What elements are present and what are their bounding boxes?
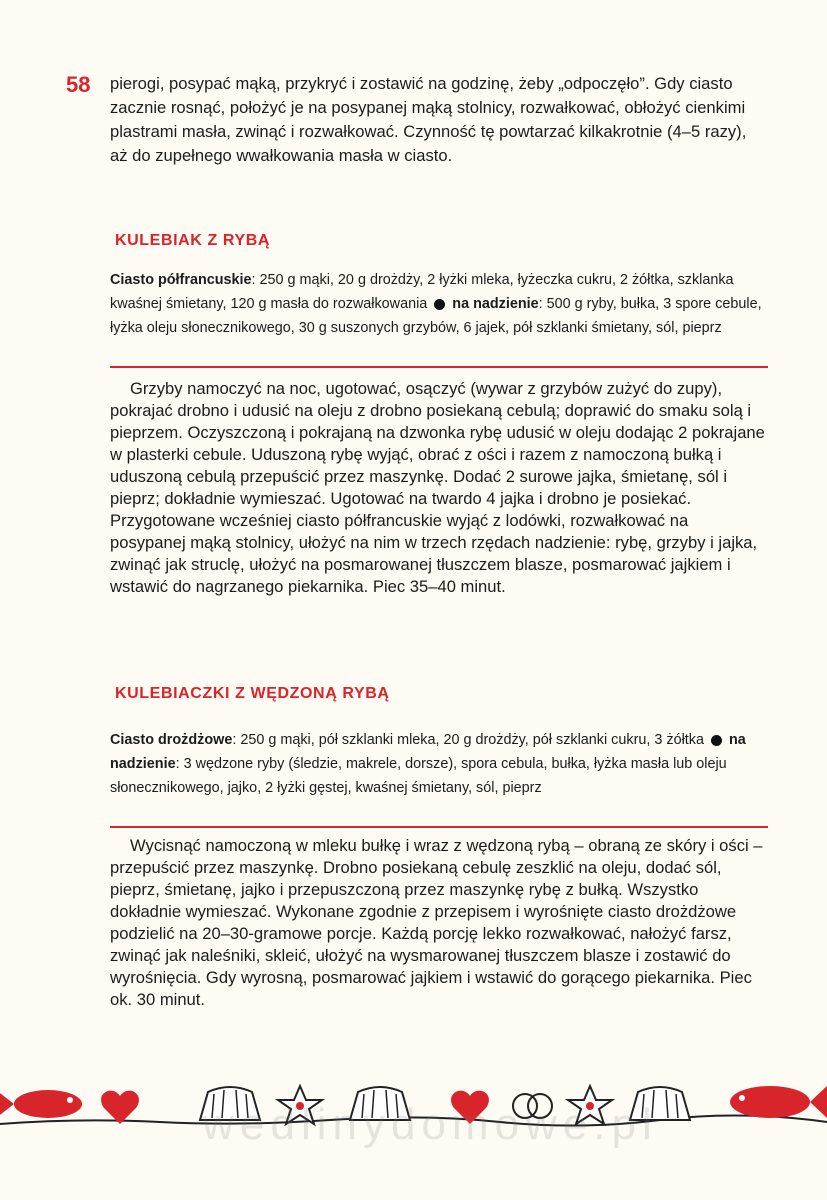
dough-label: Ciasto półfrancuskie: [110, 272, 252, 288]
filling-label: na nadzienie: [452, 296, 539, 312]
filling-ingredients: : 500 g ryby, bułka, 3 spore cebule, łyżka oleju słonecznikowego, 30 g suszonych grzybów, 6 jajek, pół szklanki śmietany, sól, pieprz: [110, 296, 762, 336]
filling-label: na nadzienie: [110, 732, 746, 772]
dough-ingredients: : 250 g mąki, 20 g drożdży, 2 łyżki mleka, łyżeczka cukru, 2 żółtka, szklanka kwaśnej śmietany, 120 g masła do rozwałkowania: [110, 272, 734, 312]
red-divider: [110, 366, 768, 368]
fish-icon: [0, 1090, 82, 1118]
watermark: wedlinydomowe.pl: [202, 1100, 658, 1149]
bullet-dot-icon: [434, 299, 445, 310]
dough-label: Ciasto drożdżowe: [110, 732, 233, 748]
filling-ingredients: : 3 wędzone ryby (śledzie, makrele, dorsze), spora cebula, bułka, łyżka masła lub oleju słonecznikowego, jajko, 2 łyżki gęstej, kwaśnej śmietany, sól, pieprz: [110, 756, 727, 796]
ingredients-kulebiaczki: [110, 728, 766, 800]
ingredients-kulebiak: [110, 268, 766, 340]
bullet-dot-icon: [711, 735, 722, 746]
red-divider: [110, 826, 768, 828]
recipe-title-kulebiak: KULEBIAK Z RYBĄ: [115, 232, 271, 249]
fish-icon: [730, 1086, 827, 1118]
dough-ingredients: : 250 g mąki, pół szklanki mleka, 20 g drożdży, pół szklanki cukru, 3 żółtka: [232, 732, 704, 748]
method-kulebiaczki: Wycisnąć namoczoną w mleku bułkę i wraz z wędzoną rybą – obraną ze skóry i ości – przepuścić przez maszynkę. Drobno posiekaną cebulę zeszklić na oleju, dodać sól, pieprz, śmietanę, jajko i przepuszczoną przez maszynkę rybę z bułką. Wszystko dokładnie wymieszać. Wykonane zgodnie z przepisem i wyrośnięte ciasto drożdżowe podzielić na 20–30-gramowe porcje. Każdą porcję lekko rozwałkować, nałożyć farsz, zwinąć jak naleśniki, skleić, ułożyć na wysmarowanej tłuszczem blasze i zostawić do wyrośnięcia. Gdy wyrosną, posmarować jajkiem i wstawić do gorącego piekarnika. Piec ok. 30 minut.: [110, 836, 763, 1009]
method-kulebiak: Grzyby namoczyć na noc, ugotować, osączyć (wywar z grzybów zużyć do zupy), pokrajać drobno i udusić na oleju z drobno posiekaną cebulą; doprawić do smaku solą i pieprzem. Oczyszczoną i pokrajaną na dzwonka rybę udusić w oleju dodając 2 pokrajane w plasterki cebule. Uduszoną rybę wyjąć, obrać z ości i razem z namoczoną bułką i uduszoną cebulą przepuścić przez maszynkę. Dodać 2 surowe jajka, śmietanę, sól i pieprz; dokładnie wymieszać. Ugotować na twardo 4 jajka i drobno je posiekać. Przygotowane wcześniej ciasto półfrancuskie wyjąć z lodówki, rozwałkować na posypanej mąką stolnicy, ułożyć na nim w trzech rzędach nadzienie: rybę, grzyby i jajka, zwinąć jak struclę, ułożyć na posmarowanej tłuszczem blasze, posmarować jajkiem i wstawić do nagrzanego piekarnika. Piec 35–40 minut.: [110, 379, 765, 596]
recipe-title-kulebiaczki: KULEBIACZKI Z WĘDZONĄ RYBĄ: [115, 685, 390, 702]
page-number: 58: [66, 72, 91, 97]
intro-paragraph: pierogi, posypać mąką, przykryć i zostawić na godzinę, żeby „odpoczęło”. Gdy ciasto zacznie rosnąć, położyć je na posypanej mąką stolnicy, rozwałkować, obłożyć cienkimi plastrami masła, zwinąć i rozwałkować. Czynność tę powtarzać kilkakrotnie (4–5 razy), aż do zupełnego wwałkowania masła w ciasto.: [110, 74, 747, 165]
